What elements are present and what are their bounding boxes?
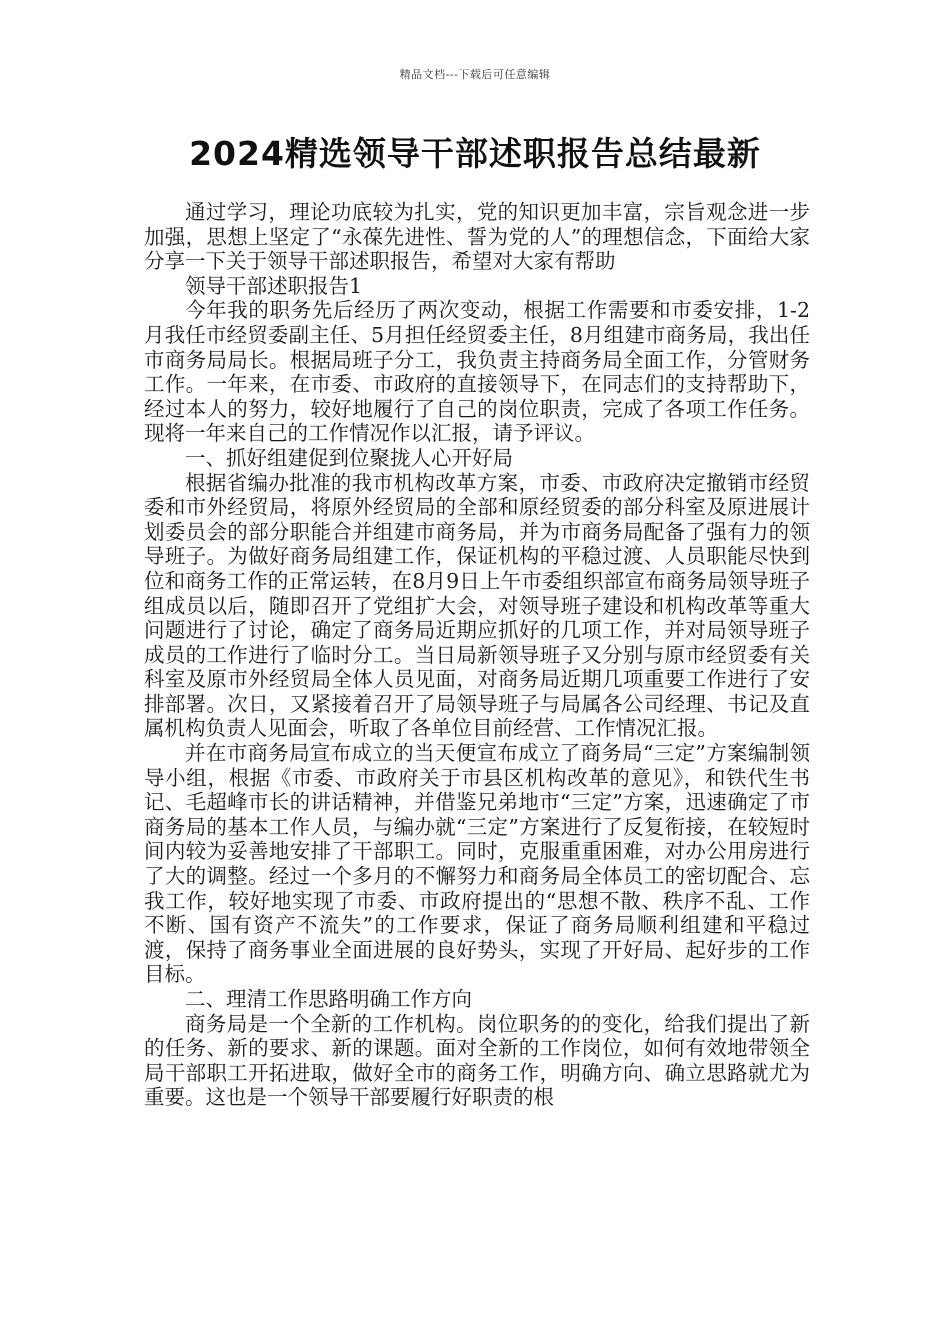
- body-paragraph: 根据省编办批准的我市机构改革方案，市委、市政府决定撤销市经贸委和市外经贸局，将原外经贸局的全部和原经贸委的部分科室及原进展计划委员会的部分职能合并组建市商务局，并为市商务局配备了强有力的领导班子。为做好商务局组建工作，保证机构的平稳过渡、人员职能尽快到位和商务工作的正常运转，在8月9日上午市委组织部宣布商务局领导班子组成员以后，随即召开了党组扩大会，对领导班子建设和机构改革等重大问题进行了讨论，确定了商务局近期应抓好的几项工作，并对局领导班子成员的工作进行了临时分工。当日局新领导班子又分别与原市经贸委有关科室及原市外经贸局全体人员见面，对商务局近期几项重要工作进行了安排部署。次日，又紧接着召开了局领导班子与局属各公司经理、书记及直属机构负责人见面会，听取了各单位目前经营、工作情况汇报。: [144, 470, 810, 741]
- document-title: 2024精选领导干部述职报告总结最新: [189, 134, 761, 173]
- body-paragraph: 并在市商务局宣布成立的当天便宣布成立了商务局“三定”方案编制领导小组，根据《市委、市政府关于市县区机构改革的意见》，和铁代生书记、毛超峰市长的讲话精神，并借鉴兄弟地市“三定”方案，迅速确定了市商务局的基本工作人员，与编办就“三定”方案进行了反复衔接，在较短时间内较为妥善地安排了干部职工。同时，克服重重困难，对办公用房进行了大的调整。经过一个多月的不懈努力和商务局全体员工的密切配合、忘我工作，较好地实现了市委、市政府提出的“思想不散、秩序不乱、工作不断、国有资产不流失”的工作要求，保证了商务局顺利组建和平稳过渡，保持了商务事业全面进展的良好势头，实现了开好局、起好步的工作目标。: [144, 741, 810, 987]
- intro-paragraph: 通过学习，理论功底较为扎实，党的知识更加丰富，宗旨观念进一步加强，思想上坚定了“永葆先进性、誓为党的人”的理想信念，下面给大家分享一下关于领导干部述职报告，希望对大家有帮助: [144, 200, 810, 274]
- report-heading: 领导干部述职报告1: [185, 273, 363, 298]
- section-heading-1: 一、抓好组建促到位聚拢人心开好局: [185, 445, 513, 470]
- document-body: [144, 200, 810, 1110]
- body-paragraph: 商务局是一个全新的工作机构。岗位职务的的变化，给我们提出了新的任务、新的要求、新的课题。面对全新的工作岗位，如何有效地带领全局干部职工开拓进取，做好全市的商务工作，明确方向、确立思路就尤为重要。这也是一个领导干部要履行好职责的根: [144, 1011, 810, 1110]
- header-note: 精品文档---下载后可任意编辑: [399, 68, 551, 81]
- section-heading-2: 二、理清工作思路明确工作方向: [185, 987, 472, 1011]
- body-paragraph: 今年我的职务先后经历了两次变动，根据工作需要和市委安排，1-2月我任市经贸委副主任、5月担任经贸委主任，8月组建市商务局，我出任市商务局局长。根据局班子分工，我负责主持商务局全面工作，分管财务工作。一年来，在市委、市政府的直接领导下，在同志们的支持帮助下，经过本人的努力，较好地履行了自己的岗位职责，完成了各项工作任务。现将一年来自己的工作情况作以汇报，请予评议。: [144, 298, 810, 446]
